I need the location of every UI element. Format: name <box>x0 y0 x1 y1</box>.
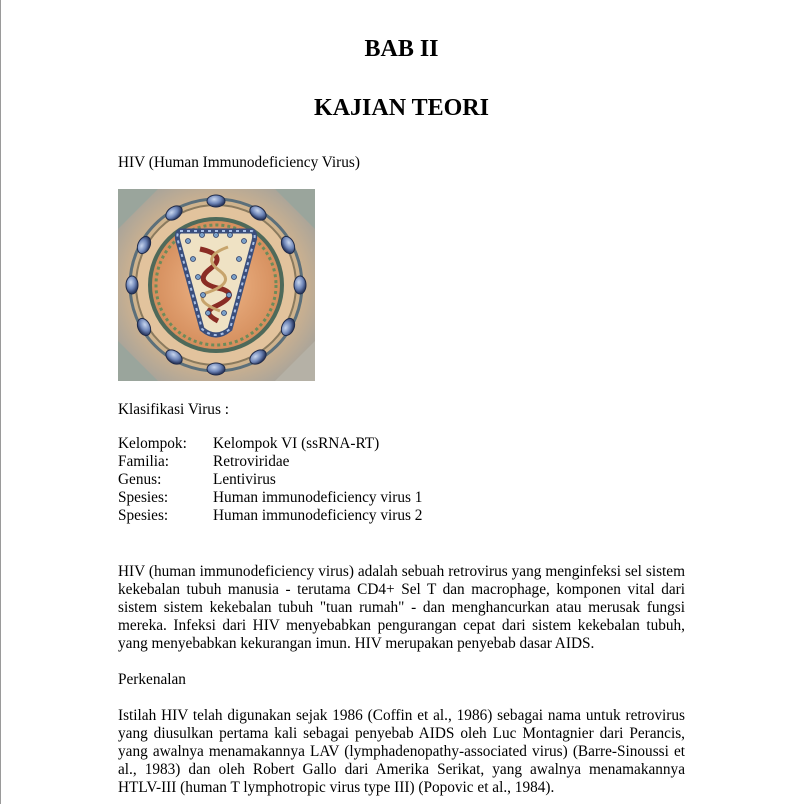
classification-value: Human immunodeficiency virus 1 <box>213 489 423 506</box>
chapter-title: KAJIAN TEORI <box>314 95 489 121</box>
table-row <box>118 435 422 453</box>
page-left-border <box>0 0 1 804</box>
classification-value: Retroviridae <box>213 453 290 470</box>
chapter-heading: BAB II <box>364 36 439 62</box>
section-heading-perkenalan: Perkenalan <box>118 671 186 688</box>
table-row <box>118 453 422 471</box>
classification-key: Kelompok: <box>118 435 187 452</box>
table-row <box>118 471 422 489</box>
paragraph-introduction: Istilah HIV telah digunakan sejak 1986 (Coffin et al., 1986) sebagai nama untuk retrovirus yang diusulkan pertama kali sebagai penyebab AIDS oleh Luc Montagnier dari Perancis, yang awalnya menamakannya LAV (lymphadenopathy-associated virus) (Barre-Sinoussi et al., 1983) dan oleh Robert Gallo dari Amerika Serikat, yang awalnya menamakannya HTLV-III (human T lymphotropic virus type III) (Popovic et al., 1984). <box>118 707 685 796</box>
classification-table <box>118 435 422 525</box>
table-row <box>118 507 422 525</box>
classification-value: Kelompok VI (ssRNA-RT) <box>213 435 380 452</box>
table-row <box>118 489 422 507</box>
classification-key: Spesies: <box>118 507 169 524</box>
hiv-virion-illustration <box>118 189 315 381</box>
classification-key: Genus: <box>118 471 162 488</box>
classification-heading: Klasifikasi Virus : <box>118 401 229 418</box>
paragraph-hiv-definition: HIV (human immunodeficiency virus) adalah sebuah retrovirus yang menginfeksi sel sistem kekebalan tubuh manusia - terutama CD4+ Sel T dan macrophage, komponen vital dari sistem sistem kekebalan tubuh "tuan rumah" - dan menghancurkan atau merusak fungsi mereka. Infeksi dari HIV menyebabkan pengurangan cepat dari sistem kekebalan tubuh, yang menyebabkan kekurangan imun. HIV merupakan penyebab dasar AIDS. <box>118 563 685 652</box>
classification-value: Lentivirus <box>213 471 276 488</box>
classification-key: Spesies: <box>118 489 169 506</box>
classification-value: Human immunodeficiency virus 2 <box>213 507 423 524</box>
section-heading-hiv: HIV (Human Immunodeficiency Virus) <box>118 154 360 171</box>
classification-key: Familia: <box>118 453 169 470</box>
hiv-virion-icon <box>118 189 315 381</box>
